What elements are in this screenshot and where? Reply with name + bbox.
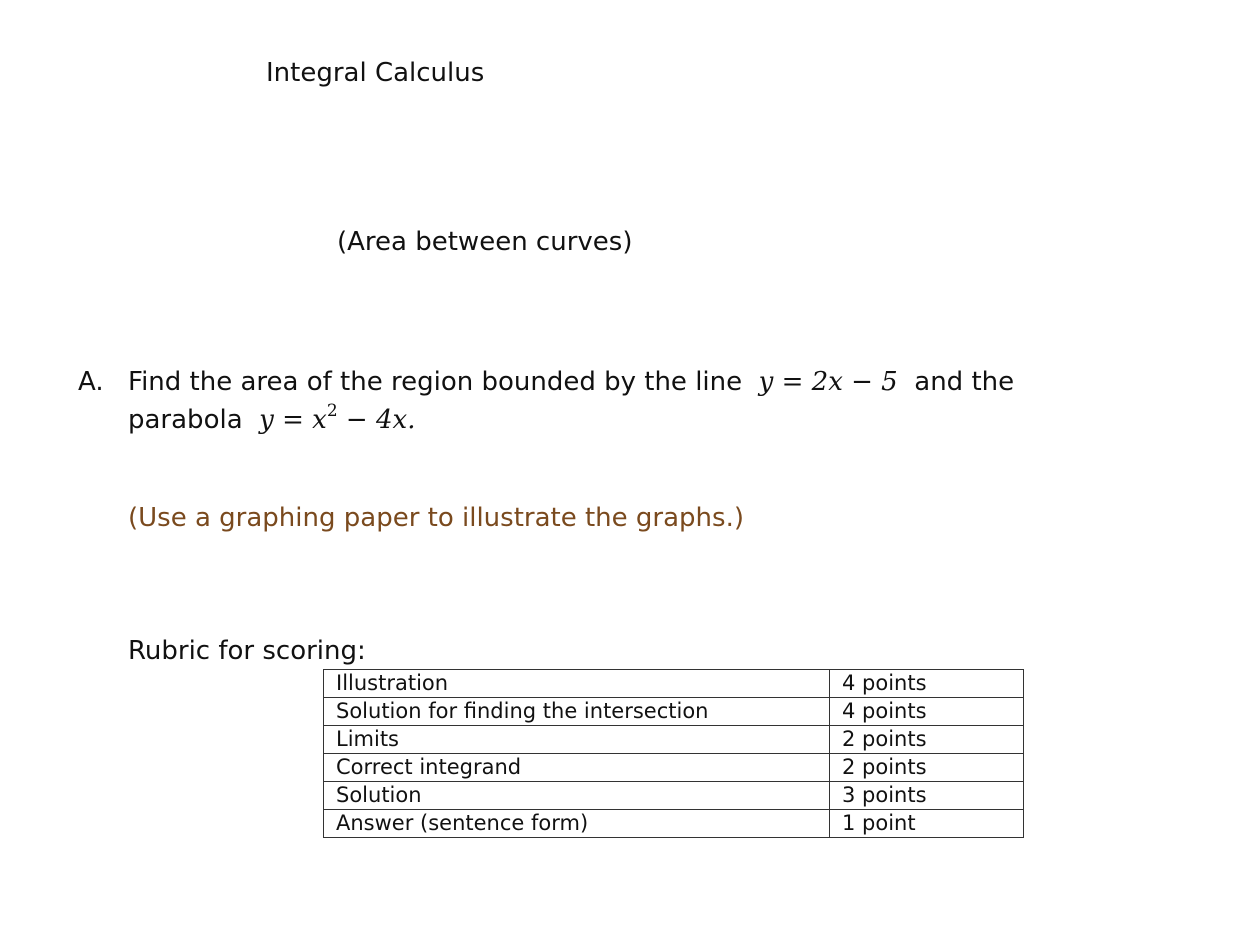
- problem-statement: [128, 363, 1138, 439]
- table-row: [324, 782, 1024, 810]
- points-cell: 2 points: [830, 754, 1024, 782]
- criterion-cell: Solution: [324, 782, 830, 810]
- table-row: [324, 698, 1024, 726]
- criterion-cell: Illustration: [324, 670, 830, 698]
- table-row: [324, 726, 1024, 754]
- points-cell: 1 point: [830, 810, 1024, 838]
- table-row: [324, 754, 1024, 782]
- parabola-rhs: − 4x.: [337, 405, 416, 435]
- parabola-lhs: y = x: [259, 405, 327, 435]
- document-title: Integral Calculus: [266, 58, 485, 88]
- points-cell: 2 points: [830, 726, 1024, 754]
- criterion-cell: Limits: [324, 726, 830, 754]
- problem-a: [78, 363, 1138, 439]
- problem-text-2: and the parabola: [128, 367, 1015, 435]
- rubric-table: [323, 669, 1024, 838]
- rubric-label: Rubric for scoring:: [128, 636, 366, 666]
- points-cell: 3 points: [830, 782, 1024, 810]
- graphing-note: (Use a graphing paper to illustrate the graphs.): [128, 503, 744, 533]
- parabola-equation: [259, 401, 416, 435]
- problem-text-1: Find the area of the region bounded by the line: [128, 367, 743, 397]
- table-row: [324, 670, 1024, 698]
- table-row: [324, 810, 1024, 838]
- criterion-cell: Solution for finding the intersection: [324, 698, 830, 726]
- document-subtitle: (Area between curves): [337, 227, 633, 257]
- line-equation: y = 2x − 5: [758, 367, 898, 397]
- parabola-exponent: 2: [326, 401, 338, 422]
- criterion-cell: Correct integrand: [324, 754, 830, 782]
- points-cell: 4 points: [830, 698, 1024, 726]
- criterion-cell: Answer (sentence form): [324, 810, 830, 838]
- points-cell: 4 points: [830, 670, 1024, 698]
- problem-letter: A.: [78, 367, 104, 397]
